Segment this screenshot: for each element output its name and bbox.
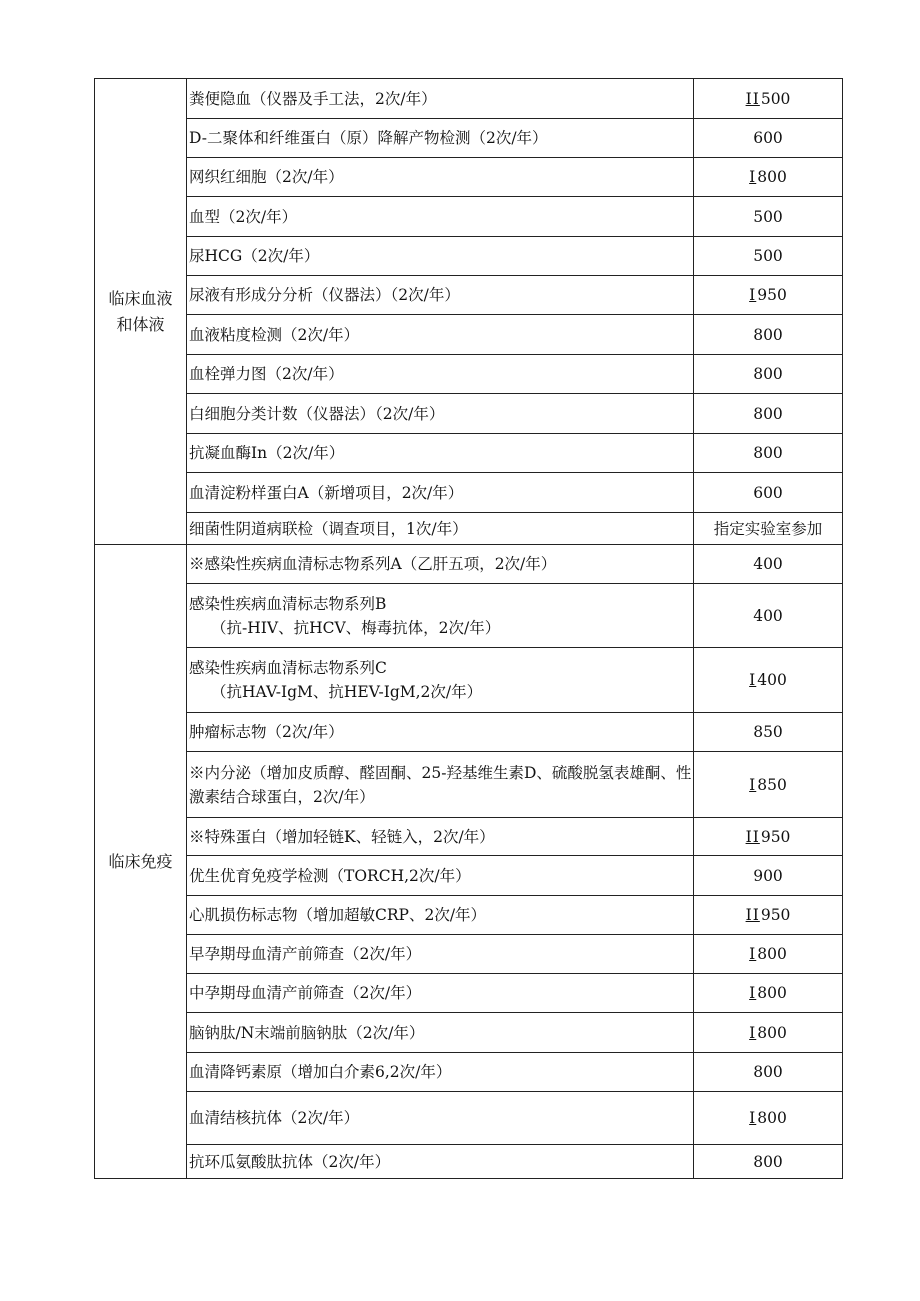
fee-cell <box>694 315 843 355</box>
item-cell <box>187 713 694 752</box>
table-row <box>95 818 843 856</box>
fee-cell <box>694 974 843 1013</box>
fee-value-group <box>749 283 787 307</box>
level-mark: I <box>749 168 757 186</box>
fee-cell <box>694 1145 843 1179</box>
fee-amount: 950 <box>760 827 791 846</box>
fee-cell <box>694 935 843 974</box>
table-row <box>95 276 843 315</box>
fee-amount: 850 <box>757 775 787 794</box>
item-cell <box>187 545 694 584</box>
item-cell <box>187 1092 694 1145</box>
table-row <box>95 974 843 1013</box>
item-text: 抗环瓜氨酸肽抗体（2次/年） <box>189 1152 391 1171</box>
table-row <box>95 237 843 276</box>
level-mark: I <box>749 671 757 689</box>
table-row <box>95 713 843 752</box>
fee-value-group <box>753 864 783 888</box>
category-label: 临床血液和体液 <box>108 288 173 334</box>
fee-value-group <box>753 604 783 628</box>
item-text: 白细胞分类计数（仪器法）（2次/年） <box>189 404 445 423</box>
item-text: ※特殊蛋白（增加轻链K、轻链入，2次/年） <box>189 827 495 846</box>
fee-amount: 800 <box>753 1152 783 1171</box>
item-text: 粪便隐血（仪器及手工法，2次/年） <box>189 89 437 108</box>
fee-value-group <box>749 981 787 1005</box>
fee-value-group <box>746 903 791 927</box>
fee-amount: 500 <box>753 247 783 265</box>
item-text: 感染性疾病血清标志物系列C <box>189 659 387 677</box>
item-cell <box>187 119 694 158</box>
table-row <box>95 394 843 434</box>
item-text: 心肌损伤标志物（增加超敏CRP、2次/年） <box>189 906 487 924</box>
table-row <box>95 1145 843 1179</box>
fee-cell <box>694 79 843 119</box>
fee-value-group <box>753 126 783 150</box>
item-text: 尿液有形成分分析（仪器法）（2次/年） <box>189 286 460 304</box>
fee-value-group <box>714 517 823 541</box>
table-row <box>95 513 843 545</box>
item-cell <box>187 355 694 394</box>
item-text: 脑钠肽/N末端前脑钠肽（2次/年） <box>189 1023 425 1042</box>
fee-cell <box>694 276 843 315</box>
item-text: 抗凝血酶In（2次/年） <box>189 444 345 462</box>
fee-value-group <box>749 668 787 692</box>
fee-amount: 400 <box>753 555 783 573</box>
fee-cell <box>694 584 843 648</box>
item-text: ※感染性疾病血清标志物系列A（乙肝五项，2次/年） <box>189 555 557 573</box>
level-mark: II <box>745 827 760 846</box>
item-cell <box>187 752 694 818</box>
level-mark: I <box>749 984 757 1002</box>
fee-cell <box>694 818 843 856</box>
fee-cell <box>694 896 843 935</box>
table-row <box>95 935 843 974</box>
item-cell <box>187 276 694 315</box>
fee-cell <box>694 513 843 545</box>
fee-amount: 400 <box>753 606 783 625</box>
item-text: 优生优育免疫学检测（TORCH,2次/年） <box>189 866 471 885</box>
fee-amount: 800 <box>757 1109 787 1127</box>
fee-cell <box>694 856 843 896</box>
category-cell <box>95 545 187 1179</box>
item-text: 尿HCG（2次/年） <box>189 247 320 265</box>
fee-amount: 800 <box>753 404 783 423</box>
fee-amount: 500 <box>753 207 783 226</box>
category-label: 临床免疫 <box>108 851 173 871</box>
fee-cell <box>694 158 843 197</box>
item-cell <box>187 79 694 119</box>
item-cell <box>187 394 694 434</box>
item-text: 血型（2次/年） <box>189 207 298 226</box>
fee-value-group <box>749 773 787 797</box>
fee-amount: 800 <box>753 325 783 344</box>
fee-value-group <box>753 362 783 386</box>
level-mark: II <box>745 89 760 108</box>
fee-value-group <box>749 165 787 189</box>
fee-value-group <box>746 87 791 111</box>
table-row <box>95 79 843 119</box>
item-cell <box>187 1145 694 1179</box>
fee-value-group <box>753 441 783 465</box>
item-cell <box>187 237 694 276</box>
item-cell <box>187 648 694 713</box>
level-mark: I <box>749 1023 757 1042</box>
table-row <box>95 434 843 473</box>
item-cell <box>187 896 694 935</box>
item-cell <box>187 1013 694 1053</box>
item-cell <box>187 434 694 473</box>
item-text: 血清淀粉样蛋白A（新增项目，2次/年） <box>189 483 464 502</box>
table-row <box>95 119 843 158</box>
fee-amount: 500 <box>760 89 791 108</box>
table-row <box>95 1053 843 1092</box>
fee-value-group <box>753 1150 783 1174</box>
item-text: 网织红细胞（2次/年） <box>189 168 344 186</box>
fee-amount: 850 <box>753 723 783 741</box>
item-text: （抗-HIV、抗HCV、梅毒抗体，2次/年） <box>211 618 501 637</box>
fee-cell <box>694 1053 843 1092</box>
fee-value-group <box>749 1106 787 1130</box>
fee-value-group <box>749 1021 787 1045</box>
table-row <box>95 648 843 713</box>
item-text: ※内分泌（增加皮质醇、醛固酮、25-羟基维生素D、硫酸脱氢表雄酮、性激素结合球蛋白，2次/年） <box>189 763 692 806</box>
fee-cell <box>694 119 843 158</box>
fee-cell <box>694 648 843 713</box>
fee-value-group <box>749 942 787 966</box>
fee-cell <box>694 752 843 818</box>
fee-amount: 800 <box>757 1023 787 1042</box>
item-text: 血清降钙素原（增加白介素6,2次/年） <box>189 1063 452 1081</box>
fee-value-group <box>746 825 791 849</box>
item-cell <box>187 197 694 237</box>
fee-value-group <box>753 402 783 426</box>
fee-amount: 600 <box>753 483 783 502</box>
item-cell <box>187 513 694 545</box>
fee-amount: 800 <box>753 1063 783 1081</box>
item-text: （抗HAV-IgM、抗HEV-IgM,2次/年） <box>211 683 483 701</box>
table-row <box>95 315 843 355</box>
fee-amount: 600 <box>753 129 783 147</box>
item-text: 肿瘤标志物（2次/年） <box>189 723 344 741</box>
fee-cell <box>694 473 843 513</box>
eqa-fee-table <box>94 78 843 1179</box>
table-row <box>95 752 843 818</box>
table-row <box>95 197 843 237</box>
fee-value-group <box>753 323 783 347</box>
fee-value-group <box>753 481 783 505</box>
item-text: 细菌性阴道病联检（调查项目，1次/年） <box>189 519 468 538</box>
fee-amount: 指定实验室参加 <box>713 519 823 538</box>
item-cell <box>187 818 694 856</box>
item-cell <box>187 1053 694 1092</box>
fee-cell <box>694 394 843 434</box>
table-row <box>95 584 843 648</box>
item-cell <box>187 974 694 1013</box>
item-cell <box>187 158 694 197</box>
fee-cell <box>694 545 843 584</box>
item-text: 早孕期母血清产前筛查（2次/年） <box>189 945 422 963</box>
fee-cell <box>694 1092 843 1145</box>
item-cell <box>187 473 694 513</box>
table-row <box>95 856 843 896</box>
table-row <box>95 545 843 584</box>
table-row <box>95 1013 843 1053</box>
item-text: 血液粘度检测（2次/年） <box>189 325 360 344</box>
fee-cell <box>694 237 843 276</box>
table-row <box>95 1092 843 1145</box>
fee-amount: 900 <box>753 866 783 885</box>
item-cell <box>187 315 694 355</box>
table-row <box>95 355 843 394</box>
level-mark: II <box>745 906 760 924</box>
fee-value-group <box>753 205 783 229</box>
fee-value-group <box>753 552 783 576</box>
table-body <box>95 79 843 1179</box>
fee-cell <box>694 355 843 394</box>
category-cell <box>95 79 187 545</box>
fee-amount: 800 <box>757 945 787 963</box>
fee-cell <box>694 1013 843 1053</box>
fee-amount: 950 <box>760 906 791 924</box>
item-text: D-二聚体和纤维蛋白（原）降解产物检测（2次/年） <box>189 129 548 147</box>
item-cell <box>187 584 694 648</box>
item-text: 感染性疾病血清标志物系列B <box>189 594 387 613</box>
fee-cell <box>694 434 843 473</box>
fee-amount: 800 <box>757 984 787 1002</box>
item-cell <box>187 935 694 974</box>
fee-amount: 800 <box>753 444 783 462</box>
item-text: 血栓弹力图（2次/年） <box>189 365 344 383</box>
fee-value-group <box>753 244 783 268</box>
fee-amount: 800 <box>753 365 783 383</box>
table-row <box>95 473 843 513</box>
fee-amount: 950 <box>757 286 787 304</box>
item-text: 中孕期母血清产前筛查（2次/年） <box>189 984 422 1002</box>
fee-value-group <box>753 720 783 744</box>
fee-value-group <box>753 1060 783 1084</box>
item-cell <box>187 856 694 896</box>
table-row <box>95 158 843 197</box>
fee-cell <box>694 197 843 237</box>
level-mark: I <box>749 286 757 304</box>
table-row <box>95 896 843 935</box>
fee-cell <box>694 713 843 752</box>
fee-amount: 400 <box>757 671 787 689</box>
item-text: 血清结核抗体（2次/年） <box>189 1109 360 1127</box>
level-mark: I <box>749 945 757 963</box>
level-mark: I <box>749 775 757 794</box>
fee-amount: 800 <box>757 168 787 186</box>
level-mark: I <box>749 1109 757 1127</box>
